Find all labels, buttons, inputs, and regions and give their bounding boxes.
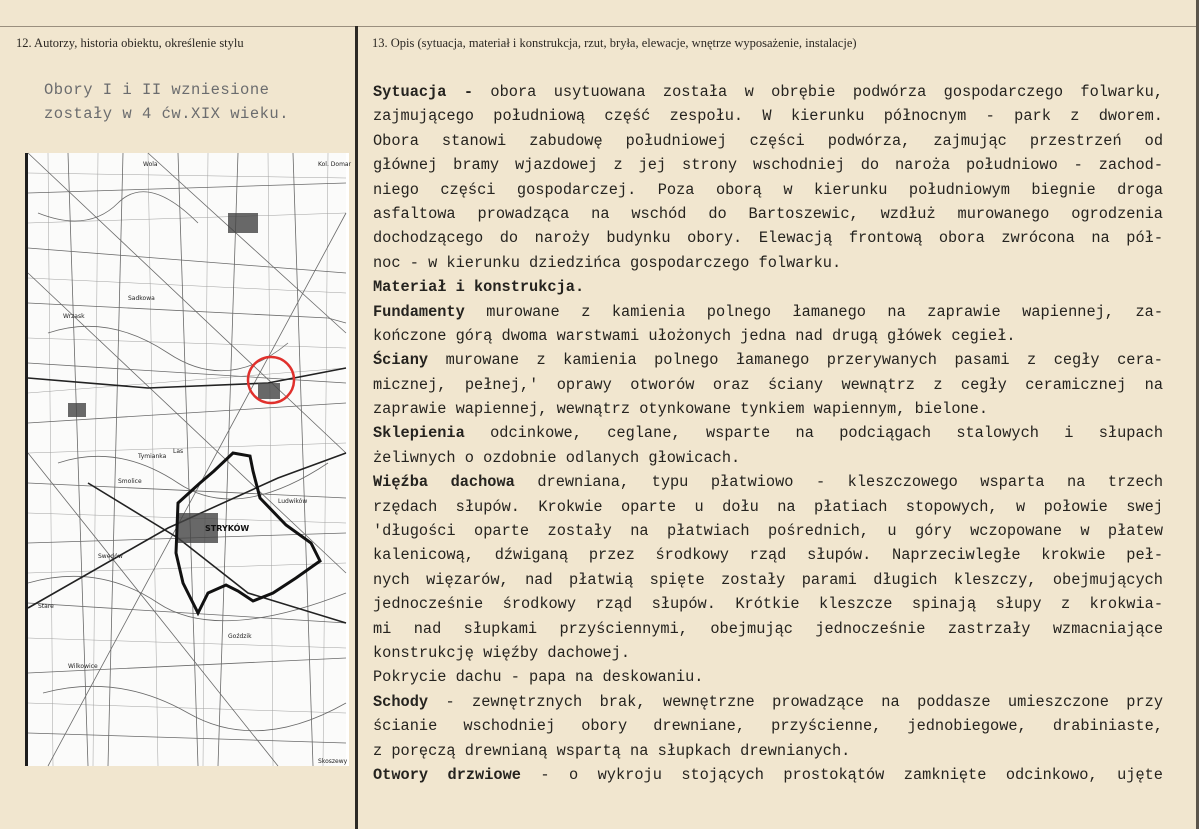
description-line	[373, 763, 1163, 787]
description-line	[373, 519, 1163, 543]
description-line	[373, 665, 1163, 689]
section-label: Ściany	[373, 351, 429, 370]
line-text: niego części gospodarczej. Poza oborą w kierunku południowym biegnie droga	[373, 180, 1163, 199]
description-line	[373, 568, 1163, 592]
top-rule	[0, 26, 1199, 27]
description-line	[373, 348, 1163, 372]
line-text: żeliwnych o ozdobnie odlanych głowicach.	[373, 448, 741, 467]
map-label-gozdzik: Goździk	[228, 633, 252, 640]
description-text	[373, 80, 1163, 787]
section-13-heading: 13. Opis (sytuacja, materiał i konstrukcja, rzut, bryła, elewacje, wnętrze wyposażenie, instalacje)	[372, 36, 857, 50]
map-label-sadkowa: Sadkowa	[128, 295, 155, 302]
map-label-smolice: Smolice	[118, 478, 142, 485]
line-text: zaprawie wapiennej, wewnątrz otynkowane tynkiem wapiennym, bielone.	[373, 400, 989, 419]
column-divider	[355, 26, 358, 829]
section-label: Fundamenty	[373, 302, 465, 321]
map-drawing	[28, 153, 352, 766]
description-line	[373, 104, 1163, 128]
map-label-kol: Kol. Domar	[318, 161, 352, 168]
map-label-ludwikow: Ludwików	[278, 498, 308, 505]
map-label-skoszewy: Skoszewy	[318, 758, 348, 765]
description-line	[373, 153, 1163, 177]
map-label-swedow: Swędów	[98, 553, 123, 560]
map-label-strykow: STRYKÓW	[205, 524, 250, 533]
line-text: micznej, pełnej,' oprawy otworów oraz ściany wewnątrz z cegły ceramicznej na	[373, 375, 1163, 394]
section-label: Otwory drzwiowe	[373, 765, 521, 784]
line-text: zajmującego południową część zespołu. W kierunku północnym - park z dworem.	[373, 107, 1163, 126]
description-line	[373, 714, 1163, 738]
description-line	[373, 739, 1163, 763]
description-line	[373, 495, 1163, 519]
description-line	[373, 300, 1163, 324]
description-line	[373, 275, 1163, 299]
section-label: Sytuacja -	[373, 83, 474, 101]
description-line	[373, 202, 1163, 226]
description-line	[373, 251, 1163, 275]
section-12-heading: 12. Autorzy, historia obiektu, określenie stylu	[16, 36, 244, 50]
description-line	[373, 470, 1163, 494]
description-line	[373, 421, 1163, 445]
location-map	[25, 153, 352, 766]
line-text: - zewnętrznych brak, wewnętrzne prowadzące na poddasze umieszczone przy	[428, 692, 1163, 711]
line-text: 'długości oparte zostały na płatwiach pośrednich, u góry wczopowane w płatew	[373, 522, 1163, 541]
description-line	[373, 80, 1163, 104]
map-label-wola: Wola	[143, 161, 158, 168]
description-line	[373, 178, 1163, 202]
line-text: nych więzarów, nad płatwią spięte zostały parami długich kleszczy, obejmujących	[373, 570, 1163, 589]
map-label-tymianka: Tymianka	[138, 453, 167, 460]
line-text: ścianie wschodniej obory drewniane, przyścienne, jednobiegowe, drabiniaste,	[373, 717, 1163, 736]
line-text: Obora stanowi zabudowę południowej części podwórza, zajmując przestrzeń od	[373, 131, 1163, 150]
description-line	[373, 397, 1163, 421]
description-line	[373, 543, 1163, 567]
map-label-las: Las	[173, 448, 184, 455]
section-label: Więźba dachowa	[373, 473, 515, 492]
line-text: obora usytuowana została w obrębie podwórza gospodarczego folwarku,	[473, 83, 1164, 101]
line-text: mi nad słupkami przyściennymi, obejmując jednocześnie zastrzały wzmacniające	[373, 619, 1163, 638]
description-line	[373, 592, 1163, 616]
line-text: murowane z kamienia polnego łamanego przerywanych pasami z cegły cera-	[428, 351, 1163, 370]
line-text: z poręczą drewnianą wspartą na słupkach drewnianych.	[373, 741, 851, 760]
line-text: Pokrycie dachu - papa na deskowaniu.	[373, 668, 704, 687]
description-line	[373, 446, 1163, 470]
line-text: - o wykroju stojących prostokątów zamknięte odcinkowo, ujęte	[520, 765, 1163, 784]
section-label: Sklepienia	[373, 424, 465, 443]
description-line	[373, 324, 1163, 348]
line-text: rzędach słupów. Krokwie oparte u dołu na płatiach stopowych, w połowie swej	[373, 497, 1163, 516]
line-text: dochodzącego do naroży budynku obory. Elewacją frontową obora zwrócona na pół-	[373, 229, 1163, 248]
description-line	[373, 129, 1163, 153]
line-text: noc - w kierunku dziedzińca gospodarczego folwarku.	[373, 253, 842, 272]
line-text: głównej bramy wjazdowej z jej strony wschodniej do naroża południowo - zachod-	[373, 156, 1163, 175]
line-text: odcinkowe, ceglane, wsparte na podciągach stalowych i słupach	[464, 424, 1163, 443]
line-text: murowane z kamienia polnego łamanego na zaprawie wapiennej, za-	[464, 302, 1163, 321]
map-label-wrzask: Wrzask	[63, 313, 85, 320]
map-label-stare: Stare	[38, 603, 54, 610]
section-label: Materiał i konstrukcja.	[373, 278, 585, 297]
note-line-1: Obory I i II wzniesione	[44, 81, 270, 99]
line-text: konstrukcję więźby dachowej.	[373, 643, 631, 662]
map-label-wilkowice: Wilkowice	[68, 663, 98, 670]
description-line	[373, 226, 1163, 250]
authors-history-note	[44, 78, 289, 126]
line-text: kalenicową, dźwiganą przez środkowy rząd słupów. Naprzeciwległe krokwie peł-	[373, 546, 1163, 565]
line-text: kończone górą dwoma warstwami ułożonych jedna nad drugą główek cegieł.	[373, 326, 1016, 345]
line-text: drewniana, typu płatwiowo - kleszczowego wsparta na trzech	[514, 473, 1163, 492]
section-label: Schody	[373, 692, 429, 711]
line-text: jednocześnie środkowy rząd słupów. Krótkie kleszcze spinają słupy z krokwia-	[373, 595, 1163, 614]
description-line	[373, 617, 1163, 641]
description-line	[373, 690, 1163, 714]
line-text: asfaltowa prowadząca na wschód do Bartoszewic, wzdłuż murowanego ogrodzenia	[373, 204, 1163, 223]
note-line-2: zostały w 4 ćw.XIX wieku.	[44, 105, 290, 123]
description-line	[373, 373, 1163, 397]
description-line	[373, 641, 1163, 665]
